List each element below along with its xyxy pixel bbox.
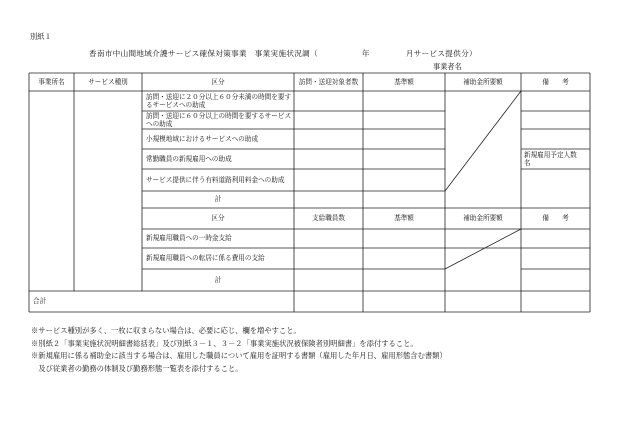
category-row-4: 常勤職員の新規雇用への助成 xyxy=(146,154,232,163)
header2-remarks: 備 考 xyxy=(542,214,569,223)
remark-new-hire: 新規雇用予定人数 名 xyxy=(524,150,597,167)
header2-category: 区分 xyxy=(211,214,225,223)
header-remarks: 備 考 xyxy=(542,77,569,86)
title-rest: 月サービス提供分） xyxy=(405,49,477,58)
notes xyxy=(31,325,447,375)
note-3: ※新規雇用に係る補助金に該当する場合は、雇用した職員について雇用を証明する書類（雇用した年月日、雇用形態含む書類） xyxy=(31,351,447,360)
category2-row-2: 新規雇用職員への転居に係る費用の支給 xyxy=(146,254,265,263)
note-4: 及び従業者の勤務の体制及び勤務形態一覧表を添付すること。 xyxy=(31,363,243,373)
header2-recipients: 支給職員数 xyxy=(312,214,345,223)
header2-required-amount: 補助金所要額 xyxy=(463,214,503,223)
category-row-1: 訪問・送迎に２０分以上６０分未満の時間を要するサービスへの助成 xyxy=(146,92,292,109)
total-label: 合計 xyxy=(33,297,47,306)
category-row-3: 小規模地域におけるサービスへの助成 xyxy=(146,134,259,143)
header-required-amount: 補助金所要額 xyxy=(463,77,503,86)
header-operator: 事業所名 xyxy=(38,77,65,86)
category-row-2: 訪問・送迎に６０分以上の時間を要するサービスへの助成 xyxy=(146,111,292,128)
operator-label: 事業者名 xyxy=(433,62,462,71)
header-base-amount: 基準額 xyxy=(394,77,414,86)
category2-row-1: 新規雇用職員への一時金支給 xyxy=(146,234,232,243)
category-row-5: サービス提供に伴う有料道路利用料金への助成 xyxy=(146,175,285,184)
form-label: 別紙１ xyxy=(30,32,52,41)
title-main: 香南市中山間地域介護サービス確保対策事業 事業実施状況調（ xyxy=(89,49,318,58)
header-category: 区分 xyxy=(211,77,225,86)
note-1: ※サービス種別が多く、一枚に収まらない場合は、必要に応じ、欄を増やすこと。 xyxy=(31,326,301,335)
title-year: 年 xyxy=(361,49,370,58)
header2-base-amount: 基準額 xyxy=(394,214,414,223)
header-service-type: サービス種別 xyxy=(88,77,128,86)
header-users: 訪問・送迎対象者数 xyxy=(298,77,359,86)
subtotal-1: 計 xyxy=(214,195,222,204)
note-2: ※別紙２「事業実施状況明細書総括表」及び別紙３－１、３－２「事業実施状況被保険者別明細書」を添付すること。 xyxy=(31,338,418,348)
subtotal-2: 計 xyxy=(214,275,222,284)
